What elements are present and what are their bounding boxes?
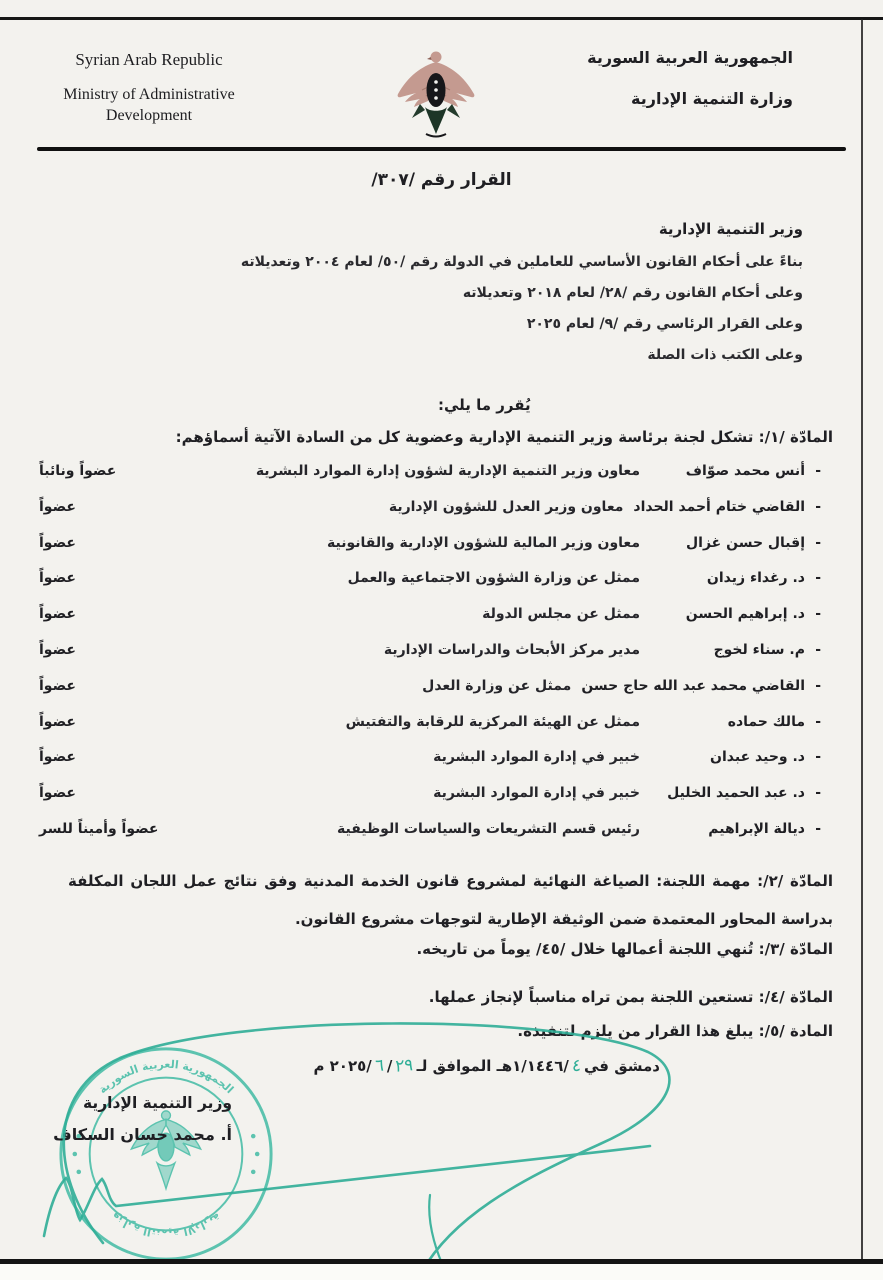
preamble-clause: وعلى القرار الرئاسي رقم /٩/ لعام ٢٠٢٥ <box>526 316 803 332</box>
decree-title: القرار رقم /٣٠٧/ <box>371 170 512 190</box>
member-name: إقبال حسن غزال <box>686 534 805 551</box>
list-dash: - <box>815 463 821 479</box>
member-row <box>35 463 821 499</box>
gregorian-year: /٢٠٢٥ م <box>313 1057 372 1075</box>
member-name: د. رغداء زيدان <box>706 570 805 587</box>
preamble-clause: وعلى أحكام القانون رقم /٢٨/ لعام ٢٠١٨ وتعديلاته <box>462 285 803 301</box>
list-dash: - <box>815 534 821 551</box>
member-capacity: عضواً <box>39 570 76 587</box>
gregorian-month-handwritten: ٦ <box>374 1055 385 1077</box>
member-row <box>35 714 821 750</box>
member-name: د. إبراهيم الحسن <box>685 606 805 623</box>
member-row <box>35 821 821 857</box>
ministry-teal-stamp <box>52 1040 280 1268</box>
article-1-label: المادّة /١/: <box>758 428 833 446</box>
preamble <box>241 220 803 378</box>
signatory-title: وزير التنمية الإدارية <box>83 1094 232 1112</box>
article-5-text: يبلغ هذا القرار من يلزم لتنفيذه. <box>517 1022 754 1040</box>
member-row <box>35 785 821 821</box>
article-3-text: تُنهي اللجنة أعمالها خلال /٤٥/ يوماً من تاريخه. <box>416 940 754 958</box>
member-role: خبير في إدارة الموارد البشرية <box>433 785 640 802</box>
header-en-ministry-1: Ministry of Administrative <box>63 86 235 103</box>
article-5 <box>68 1022 833 1040</box>
header-en-ministry-2: Development <box>105 107 193 124</box>
member-name: القاضي ختام أحمد الحداد <box>633 498 805 515</box>
member-capacity: عضواً <box>39 785 76 802</box>
header-en-republic: Syrian Arab Republic <box>75 50 223 69</box>
date-separator: / <box>386 1057 393 1075</box>
list-dash: - <box>815 570 821 587</box>
member-role: ممثل عن وزارة الشؤون الاجتماعية والعمل <box>347 570 640 587</box>
member-capacity: عضواً وأميناً للسر <box>39 820 159 837</box>
member-name: د. عبد الحميد الخليل <box>667 785 805 802</box>
member-capacity: عضواً <box>39 677 76 694</box>
committee-members-list <box>35 463 821 857</box>
member-role: معاون وزير المالية للشؤون الإدارية والقانونية <box>327 534 640 551</box>
list-dash: - <box>815 820 821 837</box>
hijri-day-handwritten: ٤ <box>571 1055 582 1077</box>
stamp-arc-top-text: الجمهورية العربية السورية <box>95 1057 237 1097</box>
member-name: د. وحيد عبدان <box>710 749 805 766</box>
header-divider <box>37 147 846 151</box>
list-dash: - <box>815 677 821 694</box>
member-capacity: عضواً <box>39 749 76 766</box>
list-dash: - <box>815 498 821 515</box>
member-capacity: عضواً <box>39 713 76 730</box>
member-row <box>35 606 821 642</box>
preamble-clause: وعلى الكتب ذات الصلة <box>647 347 803 363</box>
syrian-eagle-emblem <box>392 44 480 140</box>
article-4-text: تستعين اللجنة بمن تراه مناسباً لإنجاز عملها. <box>428 988 754 1006</box>
list-dash: - <box>815 713 821 730</box>
member-row <box>35 535 821 571</box>
list-dash: - <box>815 749 821 766</box>
gregorian-day-handwritten: ٢٩ <box>395 1055 414 1077</box>
article-3 <box>68 940 833 958</box>
article-2-text: مهمة اللجنة: الصياغة النهائية لمشروع قانون الخدمة المدنية وفق نتائج عمل اللجان المكلفة بدراسة المحاور المعتمدة ضمن الوثيقة الإطارية لتوجهات مشروع القانون. <box>68 872 833 928</box>
member-capacity: عضواً ونائباً <box>39 463 117 479</box>
eagle-tail <box>412 104 460 137</box>
scan-foot-margin <box>0 1264 883 1280</box>
member-capacity: عضواً <box>39 534 76 551</box>
eagle-beak <box>427 57 432 60</box>
member-name: م. سناء لخوج <box>713 641 805 658</box>
member-row <box>35 499 821 535</box>
member-row <box>35 642 821 678</box>
member-role: مدير مركز الأبحاث والدراسات الإدارية <box>383 641 640 658</box>
list-dash: - <box>815 606 821 623</box>
article-3-label: المادّة /٣/: <box>758 940 833 958</box>
member-role: معاون وزير التنمية الإدارية لشؤون إدارة الموارد البشرية <box>255 463 640 479</box>
member-name: القاضي محمد عبد الله حاج حسن <box>581 677 805 694</box>
eagle-head <box>431 52 442 63</box>
eagle-shield <box>427 73 446 107</box>
article-2 <box>68 862 833 938</box>
member-capacity: عضواً <box>39 606 76 623</box>
member-role: رئيس قسم التشريعات والسياسات الوظيفية <box>336 820 640 837</box>
hijri-date-rest: /١/١٤٤٦هـ الموافق لـ <box>416 1057 569 1075</box>
issuing-authority: وزير التنمية الإدارية <box>658 220 803 238</box>
scan-edge-top <box>0 17 883 20</box>
header-ar-republic: الجمهورية العربية السورية <box>587 48 793 67</box>
member-name: ديالة الإبراهيم <box>708 820 805 837</box>
signatory-name: أ. محمد حسان السكاف <box>53 1125 232 1144</box>
stamp-arc-bottom-text: وزارة التنمية الإدارية <box>108 1210 224 1240</box>
list-dash: - <box>815 785 821 802</box>
member-role: ممثل عن وزارة العدل <box>422 677 572 694</box>
header-english <box>38 50 260 126</box>
article-2-label: المادّة /٢/: <box>757 872 833 890</box>
member-role: خبير في إدارة الموارد البشرية <box>433 749 640 766</box>
member-name: أنس محمد صوّاف <box>685 463 805 479</box>
member-role: معاون وزير العدل للشؤون الإدارية <box>388 498 624 515</box>
member-role: ممثل عن الهيئة المركزية للرقابة والتفتيش <box>345 713 640 730</box>
member-row <box>35 570 821 606</box>
member-row <box>35 678 821 714</box>
header-ar-ministry: وزارة التنمية الإدارية <box>631 89 793 108</box>
article-4 <box>68 988 833 1006</box>
article-1 <box>60 428 833 446</box>
header-arabic <box>587 48 793 108</box>
member-capacity: عضواً <box>39 498 76 515</box>
member-capacity: عضواً <box>39 641 76 658</box>
list-dash: - <box>815 641 821 658</box>
date-prefix: دمشق في <box>584 1057 660 1075</box>
member-name: مالك حماده <box>727 713 805 730</box>
member-row <box>35 749 821 785</box>
article-5-label: المادة /٥/: <box>758 1022 833 1040</box>
preamble-clause: بناءً على أحكام القانون الأساسي للعاملين في الدولة رقم /٥٠/ لعام ٢٠٠٤ وتعديلاته <box>240 254 803 270</box>
scan-edge-right <box>861 19 863 1259</box>
date-line <box>313 1056 660 1076</box>
decides-heading: يُقرر ما يلي: <box>438 396 531 414</box>
member-role: ممثل عن مجلس الدولة <box>482 606 640 623</box>
article-4-label: المادّة /٤/: <box>758 988 833 1006</box>
signature-block <box>53 1094 232 1144</box>
article-1-text: تشكل لجنة برئاسة وزير التنمية الإدارية وعضوية كل من السادة الآتية أسماؤهم: <box>175 428 754 446</box>
